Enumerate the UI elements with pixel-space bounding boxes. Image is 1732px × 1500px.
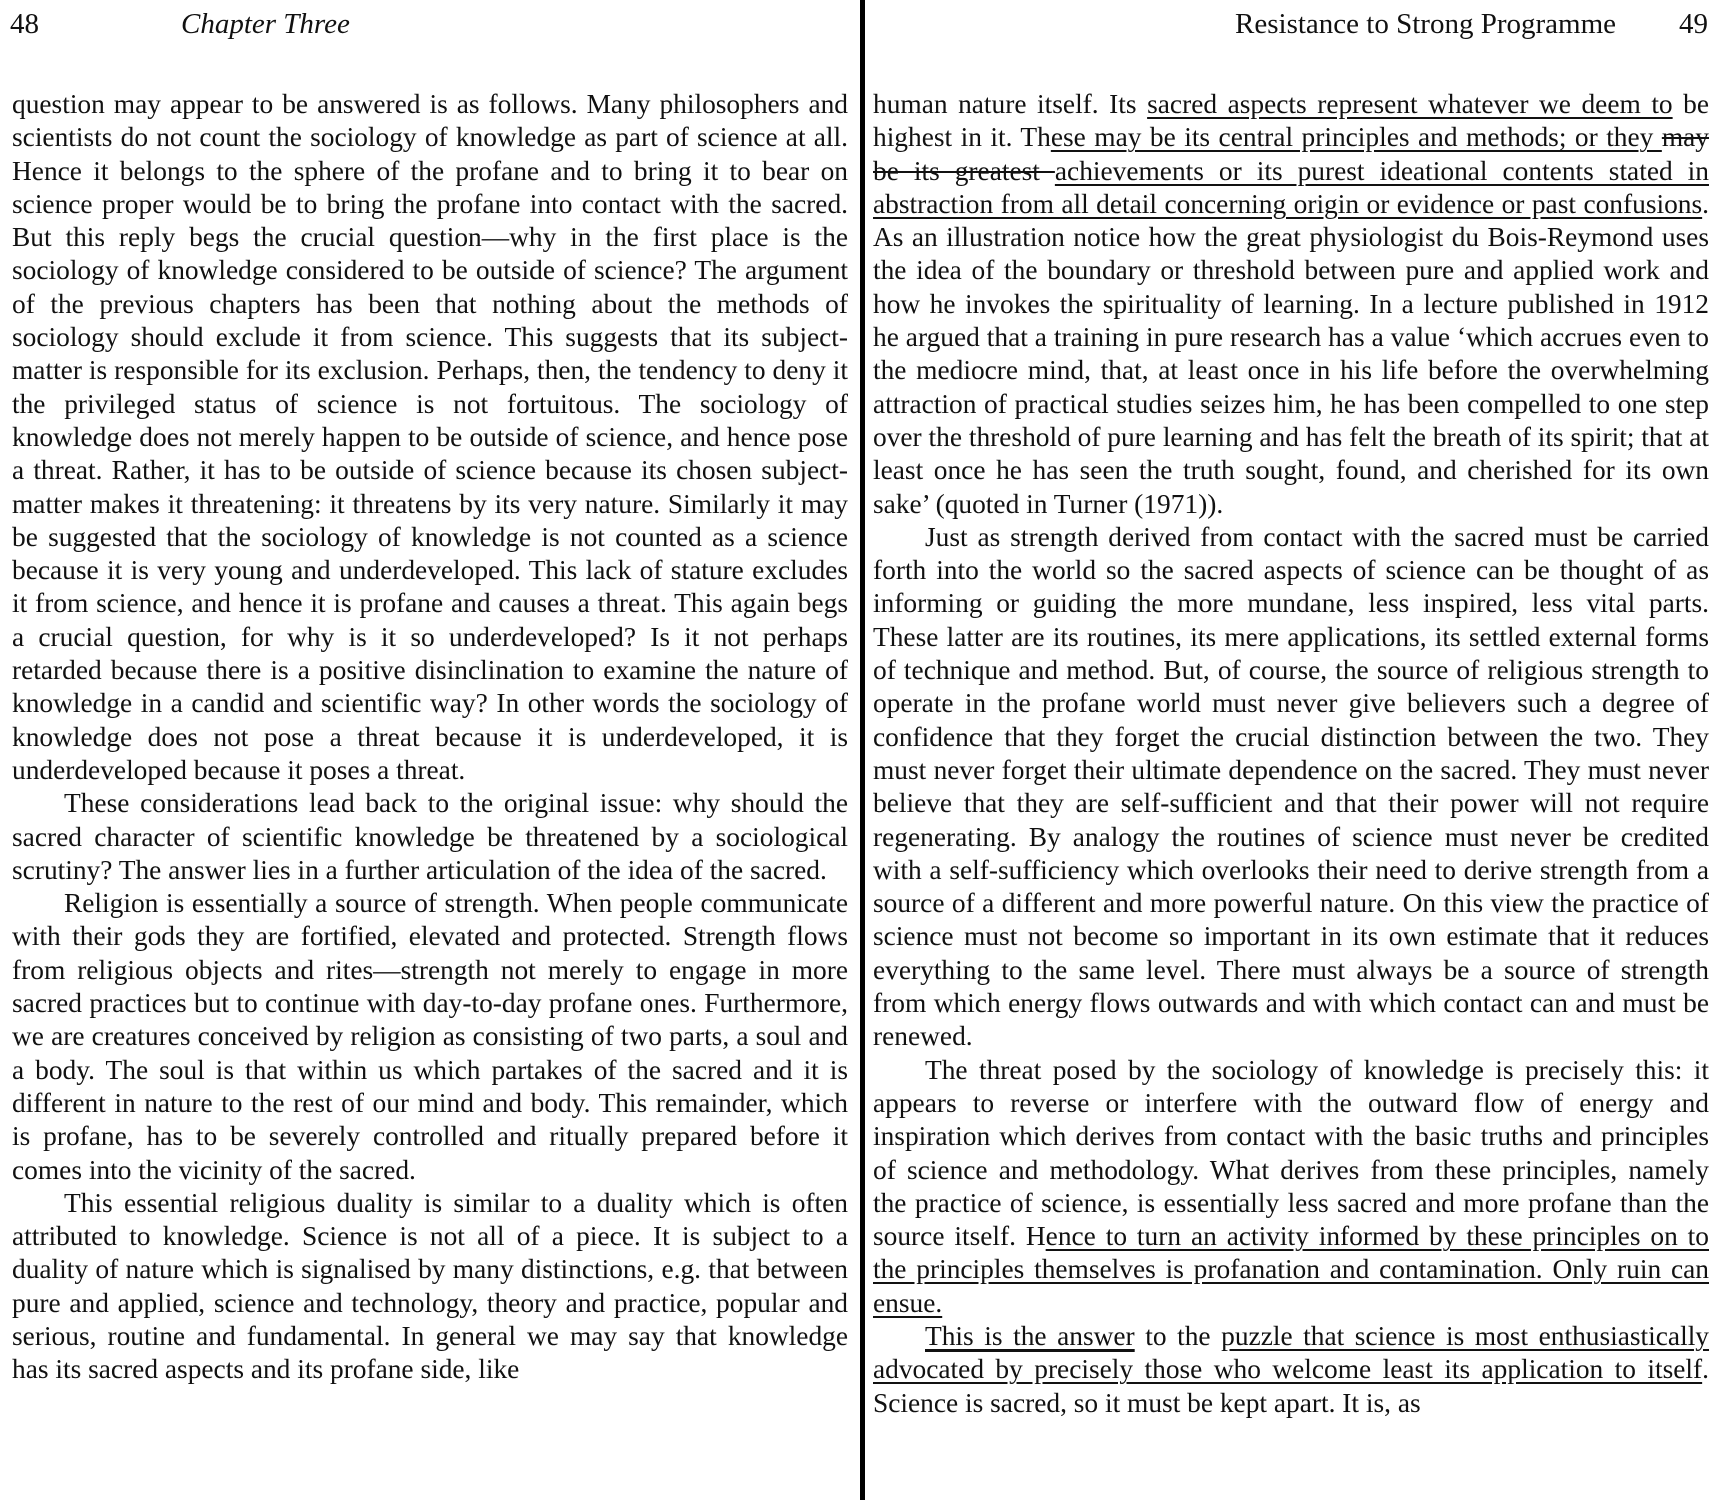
paragraph: Just as strength derived from contact with the sacred must be carried forth into the world so the sacred aspects of science can be thought of as informing or guiding the more mundane, less inspired, less vital parts. These latter are its routines, its mere applications, its settled external forms of technique and method. But, of course, the source of religious strength to operate in the profane world must never give believers such a degree of confidence that they forget the crucial distinction between the two. They must never forget their ultimate dependence on the sacred. They must never believe that they are self-sufficient and that their power will not require regenerating. By analogy the routines of science must never be credited with a self-sufficiency which overlooks their need to derive strength from a source of a different and more powerful nature. On this view the practice of science must not become so important in its own estimate that it reduces everything to the same level. There must always be a source of strength from which energy flows outwards and with which contact can and must be renewed.: [873, 521, 1709, 1052]
text-run: human nature itself. Its: [873, 89, 1148, 119]
running-head-left: Chapter Three: [181, 8, 350, 40]
right-page: [866, 0, 1732, 1500]
left-page: [0, 0, 860, 1500]
running-head-right: Resistance to Strong Programme: [1235, 8, 1616, 40]
paragraph: This essential religious duality is similar to a duality which is often attributed to knowledge. Science is not all of a piece. It is subject to a duality of nature which is signalised by many distinctions, e.g. that between pure and applied, science and technology, theory and practice, popular and serious, routine and fundamental. In general we may say that knowledge has its sacred aspects and its profane side, like: [12, 1187, 848, 1385]
struck-through-annotation: may be its greatest: [873, 122, 1709, 186]
paragraph: [873, 1320, 1709, 1420]
paragraph: Religion is essentially a source of strength. When people communicate with their gods they are fortified, elevated and protected. Strength flows from religious objects and rites—strength not merely to engage in more sacred practices but to continue with day-to-day profane ones. Furthermore, we are creatures conceived by religion as consisting of two parts, a soul and a body. The soul is that within us which partakes of the sacred and it is different in nature to the rest of our mind and body. This remainder, which is profane, has to be severely controlled and ritually prepared before it comes into the vicinity of the sacred.: [12, 888, 848, 1185]
text-run: The threat posed by the sociology of knowledge is precisely this: it appears to reverse or interfere with the outward flow of energy and inspiration which derives from contact with the basic truths and principles of science and methodology. What derives from these principles, namely the practice of science, is essentially less sacred and more profane than the source itself. H: [873, 1054, 1709, 1252]
underlined-annotation: ese may be its central principles and methods; or they: [1050, 122, 1662, 153]
underlined-annotation: This is the answer: [925, 1320, 1135, 1351]
text-run: to the: [1134, 1320, 1222, 1351]
underlined-annotation: puzzle that science is most enthusiastically advocated by precisely those who welcome least its application to itself: [873, 1320, 1710, 1385]
text-run: be highest in it. Th: [873, 89, 1710, 153]
text-run: . Science is sacred, so it must be kept apart. It is, as: [873, 1354, 1709, 1418]
text-run: . As an illustration notice how the great physiologist du Bois-Reymond uses the idea of the boundary or threshold between pure and applied work and how he invokes the spirituality of learning. In a lecture published in 1912 he argued that a training in pure research has a value ‘which accrues even to the mediocre mind, that, at least once in his life before the overwhelming attraction of practical studies seizes him, he has been compelled to one step over the threshold of pure learning and has felt the breath of its spirit; that at least once he has seen the truth sought, found, and cherished for its own sake’ (quoted in Turner (1971)).: [873, 188, 1709, 519]
underlined-annotation: sacred aspects represent whatever we deem to: [1147, 89, 1673, 119]
underlined-annotation: achievements or its purest ideational contents stated in abstraction from all detail concerning origin or evidence or past confusions: [873, 155, 1709, 219]
underlined-annotation: ence to turn an activity informed by these principles on to the principles themselves is profanation and contamination. Only ruin can ensue.: [873, 1221, 1709, 1318]
page-number-right: 49: [1679, 8, 1708, 40]
paragraph: [873, 88, 1709, 521]
paragraph: [873, 1054, 1709, 1320]
left-page-text: [12, 88, 848, 1387]
page-number-left: 48: [10, 8, 39, 40]
paragraph: question may appear to be answered is as follows. Many philosophers and scientists do not count the sociology of knowledge as part of science at all. Hence it belongs to the sphere of the profane and to bring it to bear on science proper would be to bring the profane into contact with the sacred. But this reply begs the crucial question—why in the first place is the sociology of knowledge considered to be outside of science? The argument of the previous chapters has been that nothing about the methods of sociology should exclude it from science. This suggests that its subject-matter is responsible for its exclusion. Perhaps, then, the tendency to deny it the privileged status of science is not fortuitous. The sociology of knowledge does not merely happen to be outside of science, and hence pose a threat. Rather, it has to be outside of science because its chosen subject-matter makes it threatening: it threatens by its very nature. Similarly it may be suggested that the sociology of knowledge is not counted as a science because it is very young and underdeveloped. This lack of stature excludes it from science, and hence it is profane and causes a threat. This again begs a crucial question, for why is it so underdeveloped? Is it not perhaps retarded because there is a positive disinclination to examine the nature of knowledge in a candid and scientific way? In other words the sociology of knowledge does not pose a threat because it is underdeveloped, it is underdeveloped because it poses a threat.: [12, 89, 848, 785]
page-gutter-divider: [860, 0, 865, 1500]
paragraph: These considerations lead back to the original issue: why should the sacred character of scientific knowledge be threatened by a sociological scrutiny? The answer lies in a further articulation of the idea of the sacred.: [12, 788, 848, 885]
right-page-text: [873, 88, 1709, 1420]
